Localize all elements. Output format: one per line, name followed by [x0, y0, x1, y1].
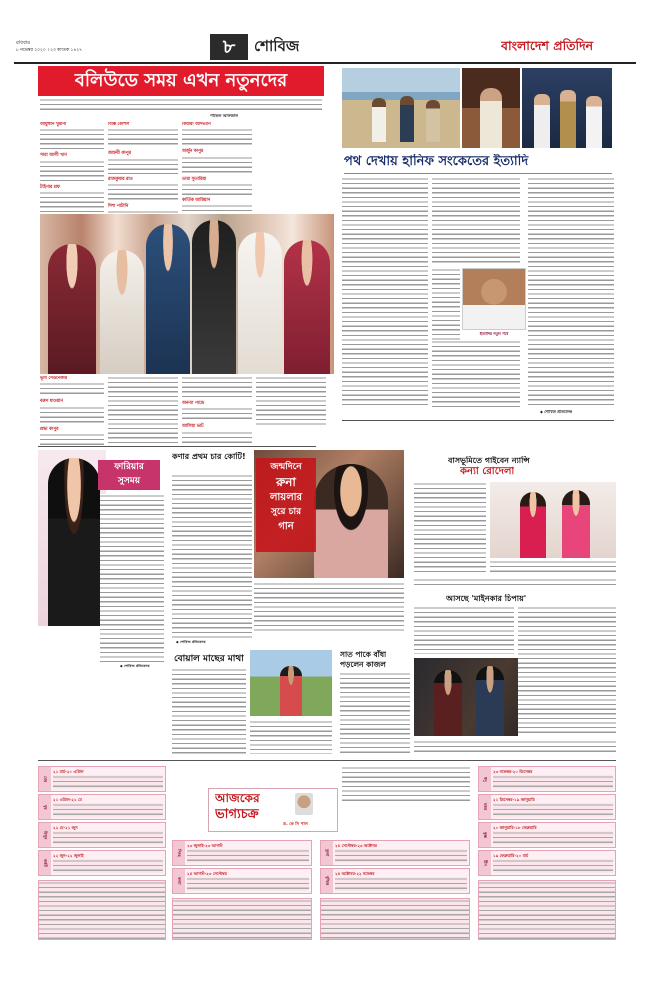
story-boyal-col-1: [172, 668, 246, 754]
actor-figure: [48, 244, 96, 374]
person-figure: [560, 90, 576, 148]
name-janhvi: জাহ্নবী কাপুর: [108, 151, 131, 157]
zodiac-box: [478, 794, 616, 820]
zodiac-box: [172, 868, 312, 894]
story-kajal-title-2: পড়লেন কাজল: [340, 660, 386, 669]
story-kona-text: [172, 474, 252, 640]
actor-figure: [146, 224, 190, 374]
person-figure: [480, 88, 502, 148]
person-figure: [434, 670, 462, 736]
zodiac-name: ধনু: [479, 767, 491, 791]
text-block: [182, 128, 252, 146]
horoscope-author: ড. কে সি পাল: [283, 821, 308, 826]
zodiac-text: [187, 849, 309, 863]
story-chipay-text-2: [414, 740, 616, 754]
story-bollywood-bottom-col-2: [108, 376, 178, 444]
text-block: [108, 128, 178, 148]
zodiac-name: সিংহ: [173, 841, 185, 865]
story-runa-title-box: [256, 458, 316, 552]
story-chipay-col-1: [414, 606, 514, 654]
story-ityadi-col-1: [342, 177, 428, 407]
actor-figure: [238, 232, 282, 374]
zodiac-name: মকর: [479, 795, 491, 819]
zodiac-dates: ২১ মার্চ-২০ এপ্রিল: [53, 769, 84, 774]
zodiac-name: তুলা: [321, 841, 333, 865]
hanif-sanket-photo: [462, 268, 526, 330]
story-ityadi-title-rule: [344, 173, 612, 174]
zodiac-text: [53, 831, 163, 845]
story-kona-title: কণার প্রথম চার কোটি!: [172, 452, 246, 461]
story-bollywood-title-box: [38, 66, 324, 96]
story-runa-title-3: লায়লার: [269, 492, 303, 503]
name-alia: আলিয়া ভাট: [182, 424, 204, 430]
story-chipay-title: আসছে 'মাইনকার চিপায়': [446, 594, 527, 603]
masthead-rule: [14, 62, 636, 64]
story-fariya-source: ◆ শোবিজ প্রতিবেদক: [120, 664, 150, 668]
story-boyal-title: বোয়াল মাছের মাথা: [174, 654, 244, 664]
zodiac-box: [478, 822, 616, 848]
name-vicky: বিক্কি কৌশল: [108, 122, 130, 127]
zodiac-text: [493, 775, 613, 789]
horoscope-title: আজকের: [215, 791, 260, 805]
masthead: [14, 34, 636, 62]
ityadi-photo-3: [522, 68, 612, 148]
zodiac-text: [493, 831, 613, 845]
story-rodela-text-2: [414, 578, 616, 588]
text-block: [108, 183, 178, 201]
boyal-photo: [250, 650, 332, 716]
story-ityadi-col-2: [432, 177, 520, 263]
zodiac-name: কন্যা: [173, 869, 185, 893]
fariya-photo: [38, 450, 106, 626]
story-bollywood-bottom-col-4: [256, 376, 326, 426]
story-kajal-text: [340, 672, 410, 754]
zodiac-dates: ২১ এপ্রিল-২১ মে: [53, 797, 82, 802]
zodiac-name: মেষ: [39, 767, 51, 791]
text-block: [40, 382, 104, 396]
person-figure: [280, 666, 302, 716]
zodiac-dates: ২০ জানুয়ারি-১৮ ফেব্রুয়ারি: [493, 825, 537, 830]
zodiac-text: [493, 803, 613, 817]
bollywood-collage-photo: [40, 214, 334, 374]
text-block: [40, 128, 104, 150]
story-runa-title-5: গান: [278, 521, 294, 532]
text-block: [108, 158, 178, 174]
zodiac-name: মিথুন: [39, 823, 51, 847]
date-line-day: রবিবার: [16, 40, 30, 46]
logo-text: বাংলাদেশ প্রতিদিন: [501, 38, 594, 53]
text-block: [182, 183, 252, 195]
zodiac-dates: ২৪ আগস্ট-২৩ সেপ্টেম্বর: [187, 871, 227, 876]
name-kiara: কিয়ারা আদভানি: [182, 122, 211, 127]
horoscope-bottom-text: [320, 898, 470, 940]
zodiac-dates: ২৪ অক্টোবর-২২ নভেম্বর: [335, 871, 375, 876]
story-runa-text: [254, 582, 404, 634]
story-kona-source: ◆ শোবিজ প্রতিবেদক: [176, 640, 206, 644]
story-ityadi-title: পথ দেখায় হানিফ সংকেতের ইত্যাদি: [344, 154, 529, 169]
section-rule-2: [342, 420, 614, 421]
actor-figure: [100, 250, 144, 374]
story-bollywood-col-2: [108, 122, 178, 227]
date-line-full: ৮ নভেম্বর ২০২০ । ২৩ কার্তিক ১৪২৭: [16, 48, 82, 53]
story-bollywood-bottom-col-1: [40, 376, 104, 446]
zodiac-dates: ২৩ নভেম্বর-২০ ডিসেম্বর: [493, 769, 533, 774]
zodiac-dates: ২২ জুন-২২ জুলাই: [53, 853, 84, 858]
name-ananya: অনন্যা পান্ডে: [182, 401, 205, 406]
actor-figure: [192, 220, 236, 374]
story-ityadi-col-3: [528, 177, 614, 407]
story-bollywood-byline: পাভেল আফজাল: [210, 113, 239, 118]
person-figure: [534, 94, 550, 148]
rodela-photo: [490, 482, 616, 558]
zodiac-dates: ১৯ ফেব্রুয়ারি-২০ মার্চ: [493, 853, 529, 858]
zodiac-name: বৃষ: [39, 795, 51, 819]
zodiac-name: বৃশ্চিক: [321, 869, 333, 893]
story-kajal-title-1: সাত পাকে বাঁধা: [340, 650, 387, 659]
person-figure: [520, 492, 546, 558]
text-block: [182, 156, 252, 174]
name-bhumi: ভূমি পেডনেকার: [40, 376, 68, 381]
story-fariya-title-box: [98, 460, 160, 490]
zodiac-dates: ২৪ সেপ্টেম্বর-২৩ অক্টোবর: [335, 843, 377, 848]
horoscope-bottom-text: [172, 898, 312, 940]
name-kartik: কার্তিক আরিয়ান: [182, 198, 211, 204]
story-fariya-text: [100, 494, 164, 662]
zodiac-box: [172, 840, 312, 866]
newspaper-logo: [501, 38, 633, 58]
person-figure: [400, 96, 414, 142]
name-shraddha: শ্রদ্ধা কাপুর: [40, 426, 59, 432]
story-fariya-title-1: ফারিয়ার: [114, 462, 144, 472]
horoscope-title-block: [208, 788, 338, 832]
zodiac-box: [320, 868, 470, 894]
zodiac-box: [478, 766, 616, 792]
name-rajkummar: রাজকুমার রাও: [108, 176, 133, 182]
story-bollywood-bottom-col-3: [182, 376, 252, 446]
name-tara: তারা সুতারিয়া: [182, 176, 207, 182]
horoscope-bottom-text: [38, 880, 166, 940]
ityadi-photo-1: [342, 68, 460, 148]
zodiac-name: কুম্ভ: [479, 823, 491, 847]
story-runa-title-2: রুনা: [276, 475, 296, 489]
horoscope-section: [38, 766, 618, 952]
story-runa-title-4: সুরে চার: [270, 507, 302, 517]
ityadi-photo-2: [462, 68, 520, 148]
text-block: [40, 406, 104, 424]
person-figure: [476, 666, 504, 736]
zodiac-text: [493, 859, 613, 873]
zodiac-text: [187, 877, 309, 891]
name-ayushmann: আয়ুষ্মান খুরানা: [40, 122, 67, 127]
name-arjun: অর্জুন কাপুর: [182, 149, 204, 155]
person-figure: [562, 490, 590, 558]
person-figure: [426, 100, 440, 142]
page-number: ৮: [210, 34, 248, 60]
person-figure: [48, 458, 100, 626]
zodiac-text: [53, 775, 163, 789]
story-rodela-col-1: [414, 482, 486, 574]
story-rodela-title-1: বাসভূমিতে গাইবেন ন্যান্সি: [448, 456, 530, 465]
story-chipay-col-2: [518, 606, 616, 736]
person-figure: [314, 464, 388, 578]
zodiac-box: [38, 850, 166, 876]
story-ityadi-col-2c: [432, 340, 520, 408]
zodiac-text: [53, 859, 163, 873]
zodiac-box: [320, 840, 470, 866]
text-block: [40, 433, 104, 446]
name-sara: সারা আলী খান: [40, 153, 67, 159]
story-boyal-col-2: [250, 720, 332, 754]
name-tiger: টাইগার শ্রফ: [40, 184, 61, 190]
horoscope-top-rule: [38, 760, 616, 761]
section-title: শোবিজ: [254, 37, 300, 55]
zodiac-dates: ২৩ জুলাই-২৩ আগস্ট: [187, 843, 223, 848]
story-rodela-col-2: [490, 560, 616, 574]
actor-figure: [284, 240, 330, 374]
zodiac-text: [335, 877, 467, 891]
text-block: [40, 160, 104, 182]
text-block: [182, 431, 252, 445]
story-ityadi-source: ◆ শোবিজ প্রতিবেদক: [540, 410, 573, 414]
story-rodela-title-2: কন্যা রোদেলা: [460, 466, 515, 477]
story-ityadi-caption: ইত্যাদির নতুন পর্বে: [479, 332, 509, 336]
zodiac-name: কর্কট: [39, 851, 51, 875]
text-block: [182, 376, 252, 398]
name-disha: দিশা পাটানি: [108, 204, 129, 210]
horoscope-intro: [342, 766, 470, 802]
zodiac-dates: ২২ মে-২১ জুন: [53, 825, 78, 830]
story-runa-title-1: জন্মদিনে: [270, 462, 302, 472]
zodiac-box: [478, 850, 616, 876]
story-bollywood-intro: [40, 98, 322, 112]
zodiac-text: [335, 849, 467, 863]
name-varun: বরুণ ধাওয়ান: [40, 399, 63, 405]
zodiac-text: [53, 803, 163, 817]
story-bollywood-title: বলিউডে সময় এখন নতুনদের: [74, 70, 288, 91]
person-figure: [586, 96, 602, 148]
person-figure: [372, 98, 386, 142]
horoscope-title-2: ভাগ্যচক্র: [215, 807, 259, 822]
zodiac-dates: ২১ ডিসেম্বর-১৯ জানুয়ারি: [493, 797, 535, 802]
text-block: [182, 407, 252, 421]
horoscope-bottom-text: [478, 880, 616, 940]
zodiac-box: [38, 766, 166, 792]
section-rule-1: [38, 446, 316, 447]
zodiac-box: [38, 822, 166, 848]
horoscope-author-photo: [295, 793, 313, 815]
zodiac-box: [38, 794, 166, 820]
story-fariya-title-2: সুসময়: [117, 476, 141, 486]
zodiac-name: মীন: [479, 851, 491, 875]
